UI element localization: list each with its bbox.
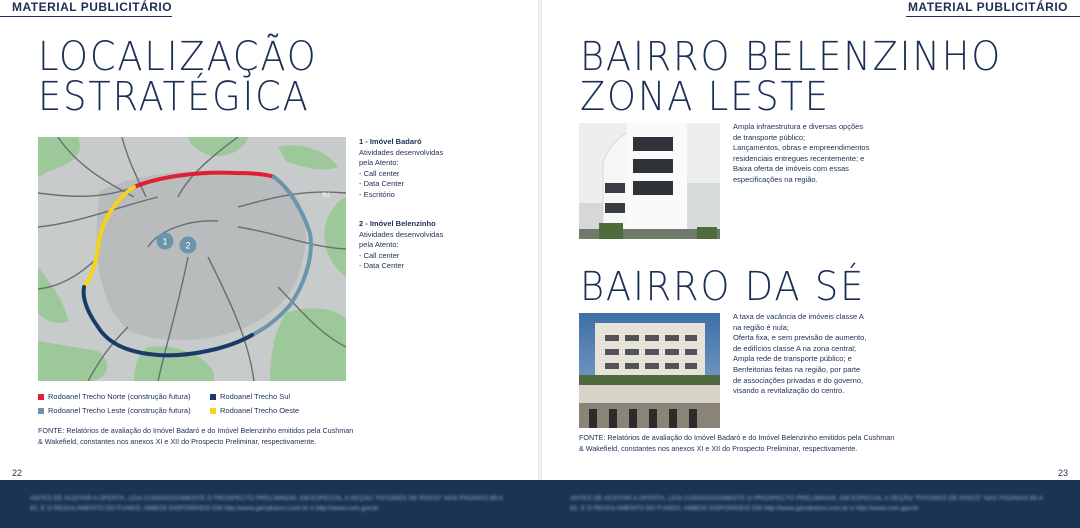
se-line: Oferta fixa, e sem previsão de aumento, [733, 333, 867, 343]
header-rule-left [0, 16, 172, 17]
legend-item-oeste [210, 406, 299, 415]
belenzinho-line: Baixa oferta de imóveis com essas [733, 164, 849, 174]
map-label-rj: RJ [322, 193, 330, 199]
source-line: FONTE: Relatórios de avaliação do Imóvel Badaró e do Imóvel Belenzinho emitidos pela Cushman [579, 433, 895, 442]
se-text [733, 312, 866, 397]
map-graphic [38, 137, 346, 381]
legend-swatch [38, 394, 44, 400]
belenzinho-building-photo [579, 123, 720, 239]
site-1-description [359, 137, 443, 201]
se-line: Ampla rede de transporte público; e [733, 354, 852, 364]
site-1-line: Atividades desenvolvidas [359, 147, 444, 157]
se-line: Benfeitorias feitas na região, por parte [733, 364, 861, 374]
footer-disclaimer-right: ANTES DE ACEITAR A OFERTA, LEIA CUIDADOSAMENTE O PROSPECTO PRELIMINAR, EM ESPECIAL A SEÇÃO "FATORES DE RISCO" NAS PÁGINAS 69 A 82, E O REGULAMENTO DO FUNDO, AMBOS DISPONÍVEIS EM http://www.genafuturo.com.br e http://www.cvm.gov.br [570, 495, 1043, 512]
se-line: de associações privadas e do governo, [733, 375, 864, 385]
section-title-belenzinho-line1: BAIRRO BELENZINHO [580, 34, 1003, 80]
marker-2: 2 [185, 240, 191, 251]
header-rule-right [906, 16, 1080, 17]
belenzinho-line: residenciais entregues recentemente; e [733, 153, 865, 163]
legend-label: Rodoanel Trecho Leste (construção futura) [48, 406, 191, 415]
legend-item-norte [38, 392, 191, 401]
se-line: de edifícios classe A na zona central; [733, 343, 856, 353]
page-title-line2: ESTRATÉGICA [38, 74, 310, 120]
site-2-line: - Data Center [359, 261, 405, 271]
marker-1: 1 [162, 236, 168, 247]
belenzinho-line: de transporte público; [733, 132, 806, 142]
legend-swatch [38, 408, 44, 414]
source-line: FONTE: Relatórios de avaliação do Imóvel Badaró e do Imóvel Belenzinho emitidos pela Cushman [38, 426, 354, 435]
source-note-left [38, 426, 353, 447]
legend-label: Rodoanel Trecho Norte (construção futura) [48, 392, 191, 401]
legend-label: Rodoanel Trecho Oeste [220, 406, 300, 415]
site-2-line: pela Atento: [359, 240, 399, 250]
legend-item-sul [210, 392, 290, 401]
page-number-right: 23 [1057, 468, 1068, 478]
site-1-line: - Call center [359, 168, 400, 178]
se-line: visando a revitalização do centro. [733, 386, 845, 396]
site-1-line: - Data Center [359, 179, 405, 189]
se-building-photo [579, 313, 720, 428]
section-title-se: BAIRRO DA SÉ [580, 264, 866, 310]
site-1-line: pela Atento: [359, 158, 399, 168]
legend-item-leste [38, 406, 191, 415]
legend-swatch [210, 394, 216, 400]
building-image [579, 313, 720, 428]
site-2-line: - Call center [359, 250, 400, 260]
belenzinho-line: Ampla infraestrutura e diversas opções [733, 122, 864, 131]
site-2-title: 2 - Imóvel Belenzinho [359, 219, 436, 228]
source-note-right [579, 433, 894, 454]
legend-label: Rodoanel Trecho Sul [220, 392, 291, 401]
source-line: & Wakefield, constantes nos anexos XI e XII do Prospecto Preliminar, respectivamente. [38, 436, 317, 446]
belenzinho-line: Lançamentos, obras e empreendimentos [733, 143, 870, 153]
page-gutter [538, 0, 542, 480]
page-title-line1: LOCALIZAÇÃO [38, 34, 318, 80]
location-map [38, 137, 346, 381]
site-2-description [359, 219, 443, 272]
section-title-belenzinho-line2: ZONA LESTE [580, 74, 830, 120]
site-2-line: Atividades desenvolvidas [359, 229, 444, 239]
belenzinho-text [733, 122, 869, 186]
se-line: na região é nula; [733, 322, 789, 332]
building-image [579, 123, 720, 239]
source-line: & Wakefield, constantes nos anexos XI e XII do Prospecto Preliminar, respectivamente. [579, 443, 858, 453]
legend-swatch [210, 408, 216, 414]
footer-disclaimer-left: ANTES DE ACEITAR A OFERTA, LEIA CUIDADOSAMENTE O PROSPECTO PRELIMINAR, EM ESPECIAL A SEÇÃO "FATORES DE RISCO" NAS PÁGINAS 69 A 82, E O REGULAMENTO DO FUNDO, AMBOS DISPONÍVEIS EM http://www.genafuturo.com.br e http://www.cvm.gov.br [30, 495, 503, 512]
site-1-line: - Escritório [359, 189, 395, 199]
site-1-title: 1 - Imóvel Badaró [359, 137, 422, 146]
section-tag-right: MATERIAL PUBLICITÁRIO [907, 0, 1068, 14]
se-line: A taxa de vacância de imóveis classe A [733, 312, 864, 321]
page-number-left: 22 [12, 468, 23, 478]
section-tag-left: MATERIAL PUBLICITÁRIO [12, 0, 173, 14]
belenzinho-line: especificações na região. [733, 174, 818, 184]
